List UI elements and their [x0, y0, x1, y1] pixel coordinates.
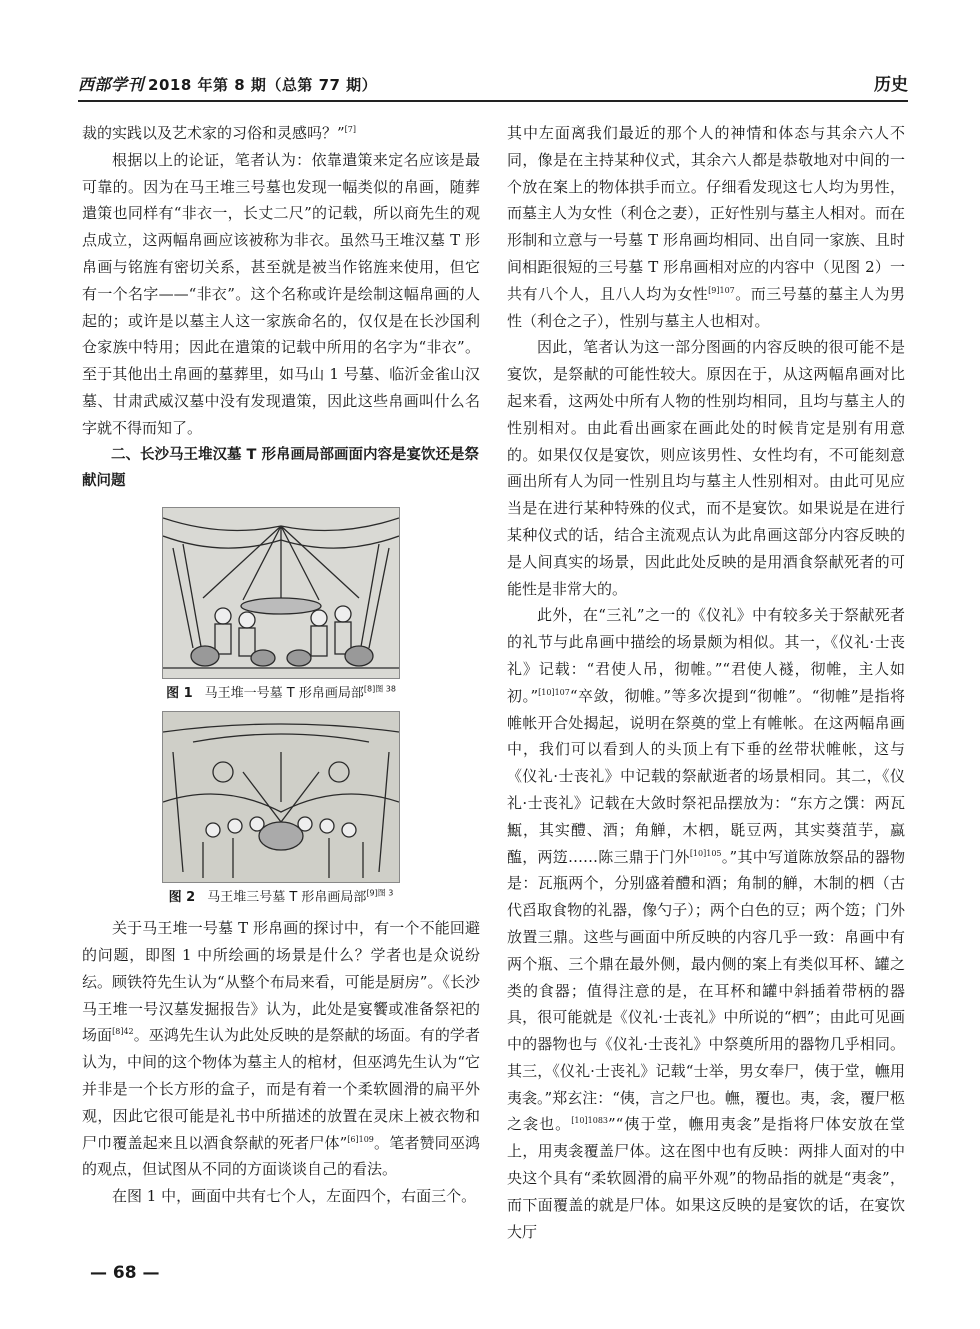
- paragraph: 在图 1 中，画面中共有七个人，左面四个，右面三个。: [112, 1187, 477, 1206]
- paragraph: 因此，笔者认为这一部分图画的内容反映的很可能不是宴饮，是祭献的可能性较大。原因在于，从这两幅帛画对比起来看，这两处中所有人物的性别均相同，且均与墓主人的性别相对。由此看出画家在画此处的时候肯定是别有用意的。如果仅仅是宴饮，则应该男性、女性均有，不可能刻意画出所有人为同一性别且均与墓主人性别相对。由此可见应当是在进行某种特殊的仪式，而不是宴饮。如果说是在进行某种仪式的话，结合主流观点认为此帛画这部分内容反映的是人间真实的场景，因此此处反映的是用酒食祭献死者的可能性是非常大的。: [507, 338, 905, 598]
- citation: [10]105: [689, 848, 722, 858]
- figure-title: 马王堆一号墓 T 形帛画局部: [204, 686, 364, 702]
- paragraph-text: 。巫鸿先生认为此处反映的是祭献的场面。有的学者认为，中间的这个物体为墓主人的棺材，但巫鸿先生认为“它并非是一个长方形的盒子，而是有着一个柔软圆滑的扁平外观，因此它很可能是礼书中所描述的放置在灵床上被衣物和尸巾覆盖起来且以酒食祭献的死者尸体”: [82, 1026, 480, 1152]
- paragraph-text: 裁的实践以及艺术家的习俗和灵感吗？”: [82, 124, 345, 142]
- figure-2-caption: [82, 887, 480, 909]
- paragraph-text: 。笔者赞同巫鸿的观点，但试图从不同的方面谈谈自己的看法。: [82, 1133, 480, 1179]
- paragraph: [507, 120, 905, 334]
- paragraph: [507, 602, 905, 1245]
- journal-title: [78, 72, 377, 95]
- paragraph: 根据以上的论证，笔者认为：依靠遣策来定名应该是最可靠的。因为在马王堆三号墓也发现一幅类似的帛画，随葬遣策也同样有“非衣一，长丈二尺”的记载，所以商先生的观点成立，这两幅帛画应该被称为非衣。虽然马王堆汉墓 T 形帛画与铭旌有密切关系，甚至就是被当作铭旌来使用，但它有一个名字——“非衣”。这个名称或许是绘制这幅帛画的人起的；或许是以墓主人这一家族命名的，仅仅是在长沙国利仓家族中特用；因此在遣策的记载中所用的名字为“非衣”。至于其他出土帛画的墓葬里，如马山 1 号墓、临沂金雀山汉墓、甘肃武威汉墓中没有发现遣策，因此这些帛画叫什么名字就不得而知了。: [82, 150, 480, 437]
- citation: [9]107: [708, 285, 735, 295]
- citation: [6]109: [347, 1134, 374, 1144]
- section-label: 历史: [874, 75, 908, 95]
- paragraph: [82, 915, 480, 1183]
- citation: [9]图 3: [366, 888, 394, 898]
- left-column: [82, 120, 480, 1210]
- figure-2: [82, 711, 480, 909]
- paragraph-text: 。”其中写道陈放祭品的器物是：瓦瓶两个，分别盛着醴和酒；角制的觯，木制的柶（古代舀取食物的礼器，像勺子）；两个白色的豆；两个笾；门外放置三鼎。这些与画面中所反映的内容几乎一致：帛画中有两个瓶、三个鼎在最外侧，最内侧的案上有类似耳杯、罐之类的食器；值得注意的是，在耳杯和罐中斜插着带柄的器具，很可能就是《仪礼·士丧礼》中所说的“柶”；由此可见画中的器物也与《仪礼·士丧礼》中祭奠所用的器物几乎相同。其三，《仪礼·士丧礼》记载“士举，男女奉尸，侇于堂，幠用夷衾。”郑玄注：“侇，言之尸也。幠，覆也。夷，衾，覆尸柩之衾也。: [507, 847, 905, 1134]
- paragraph-text: “卒敛，彻帷。”等多次提到“彻帷”。“彻帷”是指将帷帐开合处揭起，说明在祭奠的堂上有帷帐。在这两幅帛画中，我们可以看到人的头顶上有下垂的丝带状帷帐，这与《仪礼·士丧礼》中记载的祭献逝者的场景相同。其二，《仪礼·士丧礼》记载在大敛时祭祀品摆放为：“东方之馔：两瓦甒，其实醴、酒；角觯，木柶，毼豆两，其实葵菹芋，蠃醢，两笾……陈三鼎于门外: [507, 686, 905, 866]
- journal-logo: 西部学刊: [78, 75, 145, 94]
- journal-issue: 2018 年第 8 期（总第 77 期）: [148, 76, 378, 94]
- figure-number: 图 2: [168, 890, 196, 906]
- paragraph-text: 。而三号墓的墓主人为男性（利仓之子），性别与墓主人也相对。: [507, 284, 905, 330]
- paragraph-text: ”“侇于堂，幠用夷衾”是指将尸体安放在堂上，用夷衾覆盖尸体。这在图中也有反映：两排人面对的中央这个具有“柔软圆滑的扁平外观”的物品指的就是“夷衾”，而下面覆盖的就是尸体。如果这反映的是宴饮的话，在宴饮大厅: [507, 1115, 905, 1241]
- paragraph: [82, 120, 480, 147]
- figure-1: [82, 507, 480, 705]
- paragraph-text: 其中左面离我们最近的那个人的神情和体态与其余六人不同，像是在主持某种仪式，其余六人都是恭敬地对中间的一个放在案上的物体拱手而立。仔细看发现这七人均为男性，而墓主人为女性（利仓之妻），正好性别与墓主人相对。而在形制和立意与一号墓 T 形帛画均相同、出自同一家族、且时间相距很短的三号墓 T 形帛画相对应的内容中（见图 2）一共有八个人，且八人均为女性: [507, 124, 905, 303]
- citation: [8]42: [112, 1027, 134, 1037]
- page-number: — 68 —: [90, 1263, 160, 1283]
- figure-number: 图 1: [166, 686, 193, 702]
- citation: [10]1083: [571, 1116, 608, 1126]
- citation: [8]图 38: [363, 684, 396, 694]
- page-header: [78, 68, 908, 102]
- citation: [10]107: [538, 687, 570, 697]
- citation: [7]: [344, 125, 357, 134]
- figure-1-image: [162, 507, 400, 679]
- figure-title: 马王堆三号墓 T 形帛画局部: [207, 890, 367, 906]
- section-heading: 二、长沙马王堆汉墓 T 形帛画局部画面内容是宴饮还是祭献问题: [82, 446, 479, 490]
- figure-1-caption: [82, 683, 480, 705]
- paragraph-text: 此外，在“三礼”之一的《仪礼》中有较多关于祭献死者的礼节与此帛画中描绘的场景颇为相似。其一，《仪礼·士丧礼》记载：“君使人吊，彻帷。”“君使人襚，彻帷，主人如初。”: [507, 606, 905, 705]
- paragraph-text: 关于马王堆一号墓 T 形帛画的探讨中，有一个不能回避的问题，即图 1 中所绘画的场景是什么？学者也是众说纷纭。顾铁符先生认为“从整个布局来看，可能是厨房”。《长沙马王堆一号汉墓发掘报告》认为，此处是宴饗或准备祭祀的场面: [82, 919, 480, 1045]
- figure-2-image: [162, 711, 400, 883]
- right-column: [507, 120, 905, 1245]
